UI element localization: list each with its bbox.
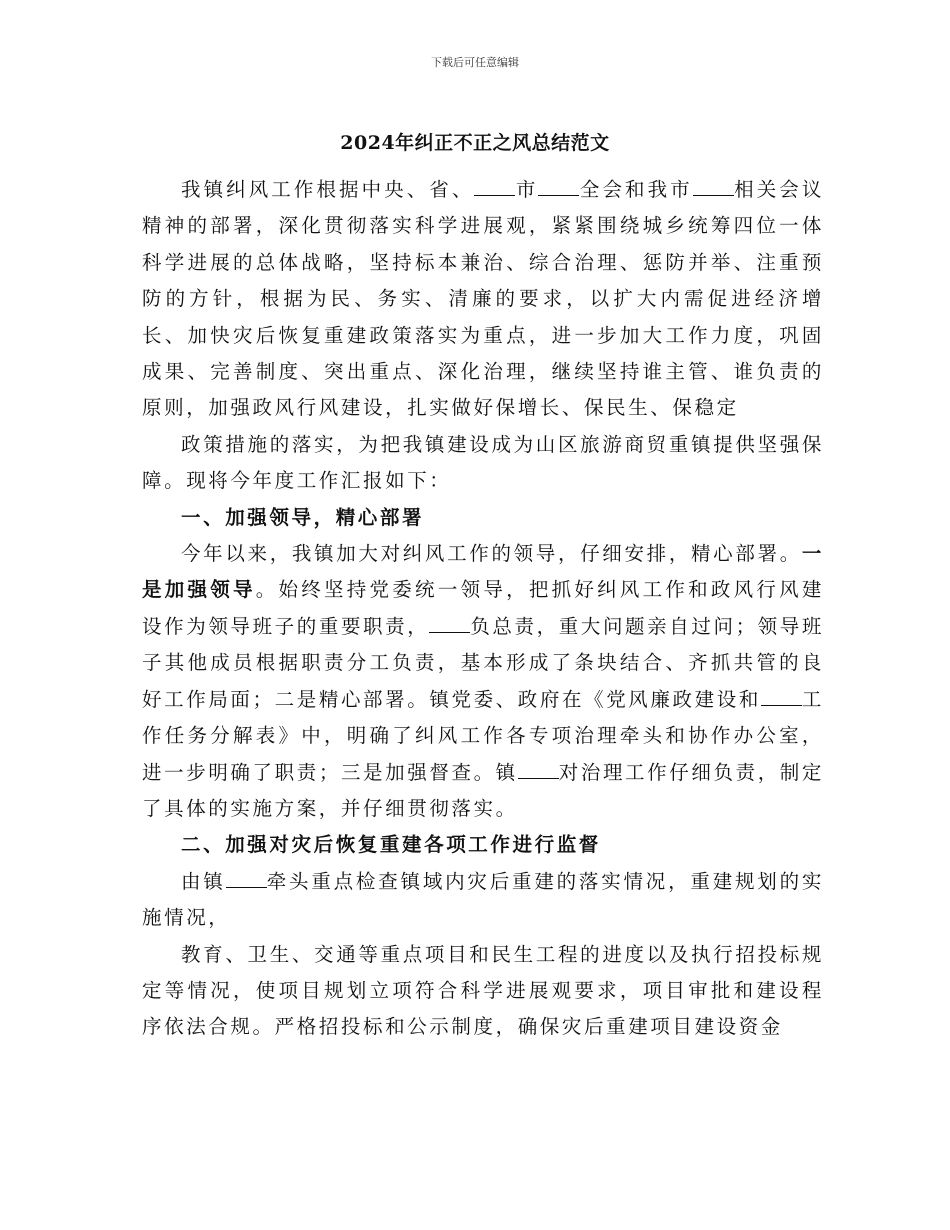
paragraph-1-part-a: 我镇纠风工作根据中央、省、 bbox=[181, 178, 475, 201]
paragraph-3-part-c: 负总责，重大问题亲自过问；领导班子其他成员根据职责分工负责，基本形成了条块结合、齐抓共管的良好工作局面；二是精心部署。镇党委、政府在《党风廉政建设和 bbox=[142, 614, 824, 711]
paragraph-4-part-b: 牵头重点检查镇域内灾后重建的落实情况，重建规划的实施情况， bbox=[142, 869, 824, 930]
blank-field bbox=[226, 869, 267, 888]
paragraph-1 bbox=[142, 172, 824, 427]
blank-field bbox=[538, 177, 579, 196]
blank-field bbox=[474, 177, 515, 196]
paragraph-3 bbox=[142, 536, 824, 827]
blank-field bbox=[518, 760, 559, 779]
header-note: 下载后可任意编辑 bbox=[431, 56, 519, 69]
blank-field bbox=[693, 177, 734, 196]
paragraph-3-part-a: 今年以来，我镇加大对纠风工作的领导，仔细安排，精心部署。 bbox=[181, 542, 802, 566]
paragraph-1-part-c: 全会和我市 bbox=[579, 178, 693, 201]
section-heading-2: 二、加强对灾后恢复重建各项工作进行监督 bbox=[181, 833, 601, 857]
document-body bbox=[142, 172, 824, 1046]
paragraph-1-part-b: 市 bbox=[515, 178, 539, 201]
paragraph-4-part-a: 由镇 bbox=[181, 869, 226, 893]
paragraph-1-part-d: 相关会议精神的部署，深化贯彻落实科学进展观，紧紧围绕城乡统筹四位一体科学进展的总体战略，坚持标本兼治、综合治理、惩防并举、注重预防的方针，根据为民、务实、清廉的要求，以扩大内需促进经济增长、加快灾后恢复重建政策落实为重点，进一步加大工作力度，巩固成果、完善制度、突出重点、深化治理，继续坚持谁主管、谁负责的原则，加强政风行风建设，扎实做好保增长、保民生、保稳定 bbox=[142, 178, 824, 420]
paragraph-2: 政策措施的落实，为把我镇建设成为山区旅游商贸重镇提供坚强保障。现将今年度工作汇报如下： bbox=[142, 432, 824, 493]
blank-field bbox=[761, 687, 802, 706]
paragraph-5: 教育、卫生、交通等重点项目和民生工程的进度以及执行招投标规定等情况，使项目规划立项符合科学进展观要求，项目审批和建设程序依法合规。严格招投标和公示制度，确保灾后重建项目建设资金 bbox=[142, 942, 824, 1039]
paragraph-3-part-d: 工作任务分解表》中，明确了纠风工作各专项治理牵头和协作办公室，进一步明确了职责；三是加强督查。镇 bbox=[142, 687, 824, 784]
document-title: 2024年纠正不正之风总结范文 bbox=[340, 132, 610, 154]
paragraph-3-part-e: 对治理工作仔细负责，制定了具体的实施方案，并仔细贯彻落实。 bbox=[142, 760, 824, 820]
blank-field bbox=[429, 614, 470, 633]
paragraph-4 bbox=[142, 864, 824, 937]
paragraph-3-part-b: 。始终坚持党委统一领导，把抓好纠风工作和政风行风建设作为领导班子的重要职责， bbox=[142, 578, 824, 638]
paragraph-3-bold-lead: 一是加强领导 bbox=[142, 542, 824, 602]
section-heading-1: 一、加强领导，精心部署 bbox=[181, 505, 425, 529]
